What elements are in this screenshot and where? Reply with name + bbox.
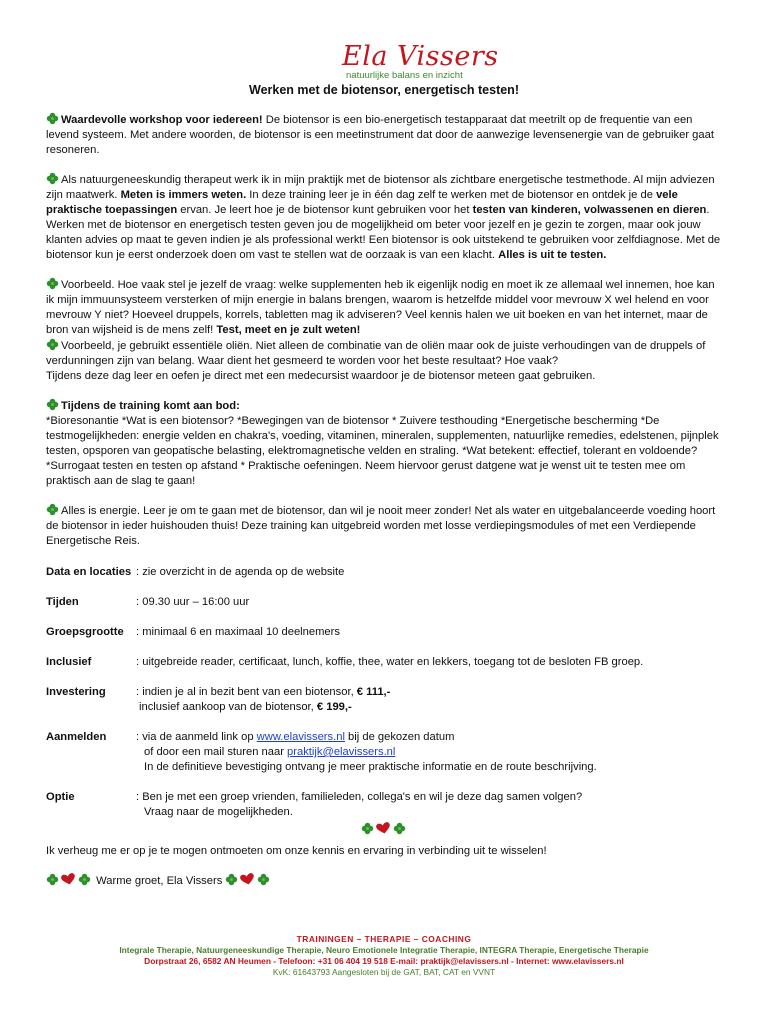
investering-line-1: : indien je al in bezit bent van een biotensor,	[136, 686, 357, 698]
heart-icon	[376, 822, 391, 835]
clover-icon	[257, 873, 270, 886]
intro-paragraph	[46, 112, 722, 158]
example2b-paragraph: Tijdens deze dag leer en oefen je direct met een medecursist waardoor je de biotensor meteen gaat gebruiken.	[46, 370, 596, 382]
aanmelden-text: bij de gekozen datum	[344, 731, 455, 743]
clover-icon	[46, 112, 59, 125]
brand-logo	[46, 40, 722, 82]
detail-aanmelden	[46, 730, 722, 775]
detail-investering	[46, 685, 722, 715]
energy-paragraph	[46, 503, 722, 549]
detail-value: : minimaal 6 en maximaal 10 deelnemers	[136, 626, 340, 638]
footer-address: Dorpstraat 26, 6582 AN Heumen - Telefoon: +31 06 404 19 518 E-mail:	[144, 956, 421, 966]
training-heading: Tijdens de training komt aan bod:	[61, 400, 240, 412]
clover-icon	[361, 822, 374, 835]
practice-text-3: ervan. Je leert hoe je de biotensor kunt gebruiken voor het	[177, 204, 473, 216]
detail-label: Tijden	[46, 596, 79, 608]
example2-text: Voorbeeld, je gebruikt essentiële oliën. Niet alleen de combinatie van de oliën maar ook de juiste verhoudingen van de druppels of verdunningen zijn van belang. Waar dient het gesmeerd te worden voor het beste resultaat? Hoe vaak?	[46, 340, 706, 367]
detail-label: Optie	[46, 791, 75, 803]
detail-inclusief	[46, 655, 722, 670]
clover-icon	[46, 503, 59, 516]
clover-icon	[78, 873, 91, 886]
practice-text-2: In deze training leer je in één dag zelf te werken met de biotensor en ontdek je de	[246, 189, 657, 201]
detail-tijden	[46, 595, 722, 610]
practice-bold-4: Alles is uit te testen.	[498, 249, 607, 261]
clover-icon	[46, 338, 59, 351]
price-own-biotensor: € 111,-	[356, 686, 391, 698]
detail-value	[136, 730, 722, 775]
optie-text: Vraag naar de mogelijkheden.	[144, 806, 293, 818]
detail-label: Data en locaties	[46, 566, 132, 578]
optie-text: : Ben je met een groep vrienden, familieleden, collega's en wil je deze dag samen volgen?	[136, 791, 583, 803]
page-title: Werken met de biotensor, energetisch testen!	[249, 83, 519, 97]
detail-data	[46, 565, 722, 580]
detail-label: Aanmelden	[46, 731, 107, 743]
price-incl-biotensor: € 199,-	[316, 701, 352, 713]
document-page	[46, 40, 722, 889]
detail-value	[136, 790, 722, 820]
training-text: *Bioresonantie *Wat is een biotensor? *Bewegingen van de biotensor * Zuivere testhouding *Energetische bescherming *De testmogelijkheden: energie velden en chakra's, voeding, vitaminen, mineralen, supplementen, natuurlijke remedies, edelstenen, pijnplek testen, opsporen van geopatische belasting, elektromagnetische velden en straling. *Wat betekent: effectief, tolerant en voldoende? *Surrogaat testen en testen op afstand * Praktische oefeningen. Neem hiervoor gerust datgene wat je wenst uit te testen mee om praktisch aan de slag te gaan!	[46, 415, 719, 487]
footer-contact	[0, 956, 768, 967]
email-link[interactable]: praktijk@elavissers.nl	[287, 746, 396, 758]
detail-label: Investering	[46, 686, 106, 698]
detail-label: Inclusief	[46, 656, 92, 668]
detail-value	[136, 685, 722, 715]
regards-text: Warme groet, Ela Vissers	[96, 875, 223, 887]
details-list	[46, 565, 722, 820]
training-paragraph	[46, 398, 722, 489]
clover-icon	[225, 873, 238, 886]
detail-value: : zie overzicht in de agenda op de website	[136, 566, 345, 578]
footer-website-link[interactable]: www.elavissers.nl	[551, 956, 624, 966]
detail-label: Groepsgrootte	[46, 626, 124, 638]
brand-name: Ela Vissers	[342, 41, 499, 72]
heart-icon	[61, 873, 76, 886]
aanmelden-text: : via de aanmeld link op	[136, 731, 257, 743]
practice-paragraph	[46, 172, 722, 263]
heart-icon	[240, 873, 255, 886]
detail-value: : 09.30 uur – 16:00 uur	[136, 596, 250, 608]
practice-text-1: Als natuurgeneeskundig therapeut werk ik in mijn praktijk met de biotensor als zichtbare energetische testmethode. Al mijn adviezen zijn maatwerk.	[46, 174, 715, 201]
footer-internet-label: - Internet:	[508, 956, 552, 966]
energy-text: Alles is energie. Leer je om te gaan met de biotensor, dan wil je nooit meer zonder! Net als water en uitgebalanceerde voeding hoort de biotensor in ieder huishouden thuis! Deze training kan uitgebreid worden met losse verdiepingsmodules of met een Verdiepende Energetische Reis.	[46, 505, 716, 547]
example1-bold: Test, meet en je zult weten!	[216, 324, 361, 336]
decorative-icons	[46, 822, 722, 838]
website-link[interactable]: www.elavissers.nl	[256, 731, 345, 743]
detail-value: : uitgebreide reader, certificaat, lunch, koffie, thee, water en lekkers, toegang tot de besloten FB groep.	[136, 656, 644, 668]
aanmelden-text: of door een mail sturen naar	[144, 746, 288, 758]
clover-icon	[46, 277, 59, 290]
regards-line	[46, 873, 722, 889]
practice-text-4: . Werken met de biotensor en energetisch testen geven jou de mogelijkheid om beter voor jezelf en je gezin te zorgen, maar ook jouw klanten advies op maat te geven indien je als professional werkt! Een biotensor is ook uitstekend te gebruiken voor zelfdiagnose. Met de biotensor kun je eerst onderzoek doen om vast te stellen wat de oorzaak is van een klacht.	[46, 204, 721, 261]
investering-line-2: inclusief aankoop van de biotensor,	[139, 701, 317, 713]
closing-text: Ik verheug me er op je te mogen ontmoeten om onze kennis en ervaring in verbinding uit te wisselen!	[46, 845, 547, 857]
footer-services: TRAININGEN – THERAPIE – COACHING	[296, 934, 472, 944]
example2-paragraph	[46, 338, 722, 369]
aanmelden-text: In de definitieve bevestiging ontvang je meer praktische informatie en de route beschrijving.	[144, 761, 597, 773]
clover-icon	[46, 172, 59, 185]
footer	[0, 934, 768, 978]
footer-kvk: KvK: 61643793 Aangesloten bij de GAT, BAT, CAT en VVNT	[272, 967, 496, 977]
practice-bold-3: testen van kinderen, volwassenen en dieren	[472, 204, 707, 216]
intro-text: De biotensor is een bio-energetisch testapparaat dat meetrilt op de frequentie van een levend systeem. Met andere woorden, de biotensor is een meetinstrument dat door de aanwezige levensenergie van de gebruiker gaat resoneren.	[46, 114, 714, 156]
detail-optie	[46, 790, 722, 820]
example1-text: Voorbeeld. Hoe vaak stel je jezelf de vraag: welke supplementen heb ik eigenlijk nodig en moet ik ze allemaal wel innemen, hoe kan ik mijn immuunsysteem versterken of mijn energie in balans brengen, waarom is hetzelfde middel voor mevrouw X wel helend en voor mevrouw Y niet? Hoeveel druppels, korrels, tabletten mag ik adviseren? Veel kennis halen we uit boeken en van het internet, maar de bron van wijsheid is de mens zelf!	[46, 279, 715, 336]
practice-bold-2: vele praktische toepassingen	[46, 189, 678, 216]
practice-bold-1: Meten is immers weten.	[120, 189, 247, 201]
intro-lead: Waardevolle workshop voor iedereen!	[61, 114, 263, 126]
footer-email-link[interactable]: praktijk@elavissers.nl	[420, 956, 509, 966]
footer-therapies: Integrale Therapie, Natuurgeneeskundige Therapie, Neuro Emotionele Integratie Therapie, INTEGRA Therapie, Energetische Therapie	[119, 945, 649, 955]
brand-tagline: natuurlijke balans en inzicht	[346, 70, 463, 81]
clover-icon	[46, 398, 59, 411]
detail-groep	[46, 625, 722, 640]
clover-icon	[46, 873, 59, 886]
example1-paragraph	[46, 277, 722, 338]
clover-icon	[393, 822, 406, 835]
